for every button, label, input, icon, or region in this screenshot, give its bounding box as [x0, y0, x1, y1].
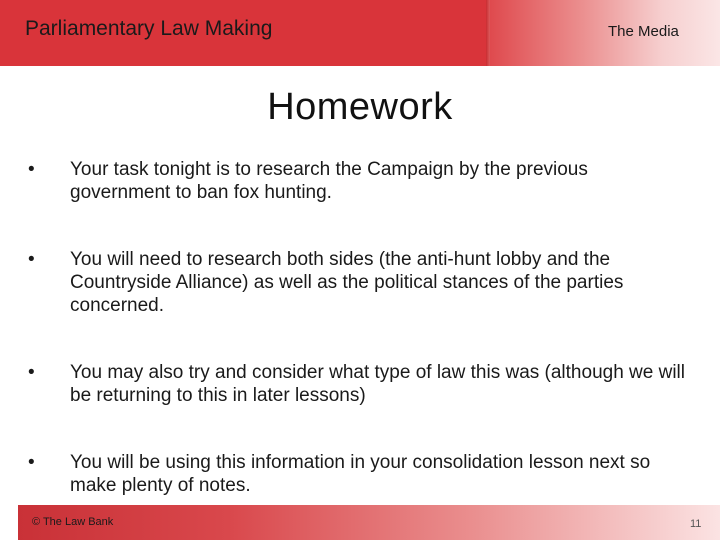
header-section-label: The Media	[608, 23, 679, 40]
header-gradient	[490, 0, 720, 66]
bullet-item: • You may also try and consider what type of law this was (although we will be returning to this in later lessons)	[28, 361, 688, 407]
slide-title: Homework	[267, 86, 453, 128]
footer-bar	[18, 505, 720, 540]
page-number: 11	[690, 518, 702, 530]
bullet-list	[28, 158, 688, 541]
bullet-item: • You will need to research both sides (the anti-hunt lobby and the Countryside Alliance) as well as the political stances of the parties concerned.	[28, 248, 688, 317]
footer-copyright: © The Law Bank	[32, 516, 114, 528]
bullet-item: • Your task tonight is to research the Campaign by the previous government to ban fox hunting.	[28, 158, 688, 204]
header-title: Parliamentary Law Making	[25, 17, 273, 40]
bullet-item: • You will be using this information in your consolidation lesson next so make plenty of notes.	[28, 451, 688, 497]
